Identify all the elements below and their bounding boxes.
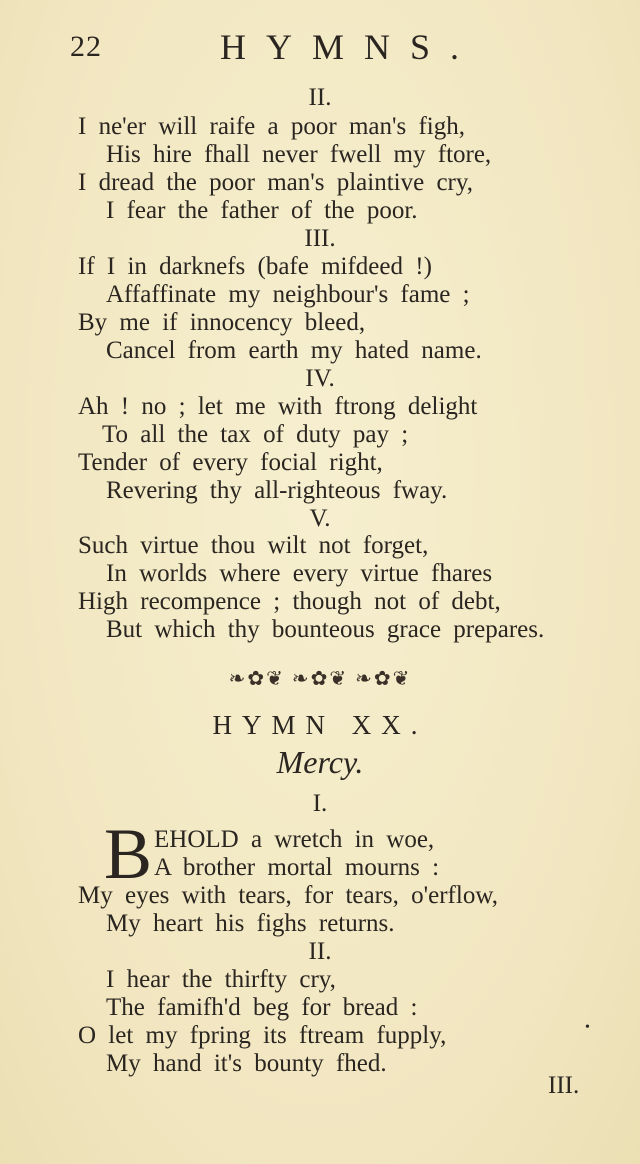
verse-line: My hand it's bounty fhed. [106,1050,387,1077]
verse-line: By me if innocency bleed, [78,309,366,336]
page-header [70,22,610,72]
stanza-numeral: I. [312,790,328,817]
verse-line: EHOLD a wretch in woe, [154,826,435,853]
verse-line: O let my fpring its ftream fupply, [78,1022,447,1049]
verse-line: Revering thy all-righteous fway. [106,477,448,504]
verse-line: The famifh'd beg for bread : [106,994,418,1021]
verse-line: But which thy bounteous grace prepares. [106,616,545,643]
verse-line: To all the tax of duty pay ; [102,421,409,448]
stanza-numeral: V. [309,505,331,532]
verse-line: Cancel from earth my hated name. [106,337,482,364]
verse-line: In worlds where every virtue fhares [106,560,493,587]
verse-line: My eyes with tears, for tears, o'erflow, [78,882,499,909]
stanza-numeral: IV. [305,365,335,392]
verse-line: Such virtue thou wilt not forget, [78,532,429,559]
verse-line: I dread the poor man's plaintive cry, [78,169,474,196]
hymn-title: HYMN XX. [212,710,428,740]
stanza-numeral: III. [304,225,336,252]
verse-line: His hire fhall never fwell my ftore, [106,141,492,168]
verse-line: Ah ! no ; let me with ftrong delight [78,393,478,420]
verse-line: Affaffinate my neighbour's fame ; [106,281,470,308]
drop-cap: B [104,814,153,894]
verse-line: Tender of every focial right, [78,449,383,476]
margin-mark: • [585,1020,590,1035]
hymn-subtitle: Mercy. [276,744,364,780]
catchword: III. [548,1072,580,1099]
verse-line: If I in darknefs (bafe mifdeed !) [78,253,432,280]
verse-line: I fear the father of the poor. [106,197,418,224]
printers-ornament: ❧✿❦ ❧✿❦ ❧✿❦ [228,668,412,690]
verse-line: I hear the thirfty cry, [106,966,336,993]
running-title: HYMNS. [220,27,480,67]
page-number: 22 [70,30,102,63]
stanza-numeral: II. [308,938,332,965]
verse-line: My heart his fighs returns. [106,910,395,937]
verse-line: High recompence ; though not of debt, [78,588,501,615]
verse-line: A brother mortal mourns : [154,854,440,881]
stanza-numeral: II. [308,84,332,111]
verse-line: I ne'er will raife a poor man's figh, [78,113,465,140]
